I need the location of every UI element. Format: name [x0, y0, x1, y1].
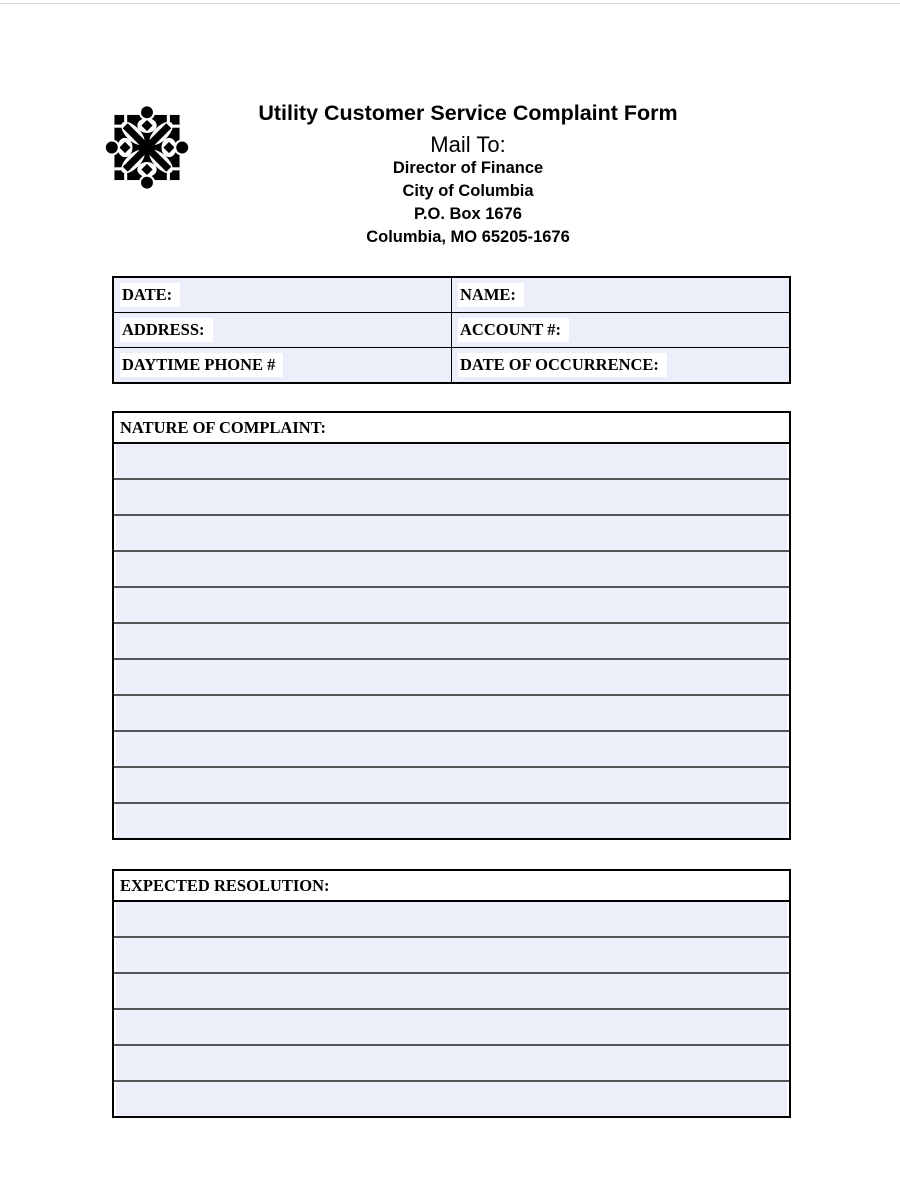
date-field-label: DATE:: [120, 283, 180, 307]
mail-address-line: Columbia, MO 65205-1676: [366, 228, 570, 246]
contact-info-table: [112, 276, 791, 384]
date-field[interactable]: [114, 278, 451, 312]
blank-write-in-line[interactable]: [114, 936, 789, 972]
blank-write-in-line[interactable]: [114, 514, 789, 550]
address-field-label: ADDRESS:: [120, 318, 213, 342]
mail-address-line: Director of Finance: [392, 159, 544, 177]
blank-write-in-line[interactable]: [114, 694, 789, 730]
name-field-label: NAME:: [458, 283, 524, 307]
city-emblem-logo: [103, 100, 191, 195]
section-header: [114, 413, 789, 444]
mail-to-label: Mail To:: [430, 132, 506, 157]
mail-address-line: City of Columbia: [402, 182, 534, 200]
date-of-occurrence-field-label: DATE OF OCCURRENCE:: [458, 353, 667, 377]
blank-write-in-line[interactable]: [114, 622, 789, 658]
blank-write-in-line[interactable]: [114, 902, 789, 936]
date-of-occurrence-field[interactable]: [451, 348, 789, 382]
blank-write-in-line[interactable]: [114, 478, 789, 514]
blank-write-in-line[interactable]: [114, 658, 789, 694]
blank-write-in-line[interactable]: [114, 1080, 789, 1116]
mail-address-line: P.O. Box 1676: [414, 205, 522, 223]
nature-of-complaint-title: NATURE OF COMPLAINT:: [120, 417, 326, 437]
blank-write-in-line[interactable]: [114, 1044, 789, 1080]
daytime-phone-field[interactable]: [114, 348, 451, 382]
blank-write-in-line[interactable]: [114, 550, 789, 586]
table-row: [114, 347, 789, 382]
blank-write-in-line[interactable]: [114, 586, 789, 622]
name-field[interactable]: [451, 278, 789, 312]
page-title: Utility Customer Service Complaint Form: [258, 101, 678, 125]
blank-write-in-line[interactable]: [114, 972, 789, 1008]
account-number-field[interactable]: [451, 313, 789, 347]
section-header: [114, 871, 789, 902]
nature-of-complaint-section: [112, 411, 791, 840]
blank-write-in-line[interactable]: [114, 444, 789, 478]
blank-write-in-line[interactable]: [114, 730, 789, 766]
blank-write-in-line[interactable]: [114, 802, 789, 838]
resolution-write-in-lines: [114, 902, 789, 1116]
form-header: [0, 0, 900, 249]
table-row: [114, 312, 789, 347]
blank-write-in-line[interactable]: [114, 1008, 789, 1044]
address-field[interactable]: [114, 313, 451, 347]
table-row: [114, 278, 789, 312]
complaint-write-in-lines: [114, 444, 789, 838]
account-number-field-label: ACCOUNT #:: [458, 318, 569, 342]
blank-write-in-line[interactable]: [114, 766, 789, 802]
daytime-phone-field-label: DAYTIME PHONE #: [120, 353, 283, 377]
expected-resolution-title: EXPECTED RESOLUTION:: [120, 875, 330, 895]
expected-resolution-section: [112, 869, 791, 1118]
